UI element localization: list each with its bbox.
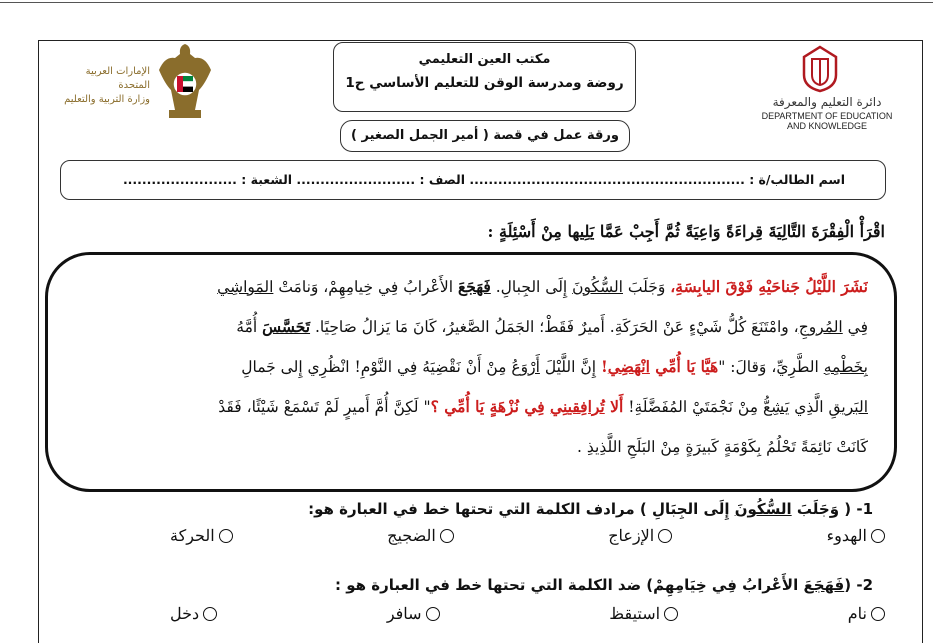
question-2 bbox=[113, 576, 873, 594]
department-name-en: DEPARTMENT OF EDUCATION AND KNOWLEDGE bbox=[761, 111, 893, 131]
education-office: مكتب العين التعليمي bbox=[418, 52, 551, 67]
passage-text: الَّذِي bbox=[789, 398, 829, 416]
answer-option[interactable] bbox=[608, 526, 672, 545]
passage-highlight: ! bbox=[600, 357, 608, 376]
option-label: الإزعاج bbox=[608, 526, 655, 545]
underlined-word: فَهَجَعَ bbox=[458, 277, 491, 296]
option-label: سافر bbox=[386, 604, 422, 623]
passage-text: مِنْ نَجْمَتَيْ المُفَضَّلَةِ! bbox=[623, 398, 763, 416]
option-label: استيقظ bbox=[609, 604, 661, 623]
passage-line bbox=[74, 267, 868, 307]
passage-text: " لَكِنَّ أُمَّ أَميرٍ لَمْ تَسْمَعْ شَيْئًا، فَقَدْ bbox=[218, 398, 431, 416]
school-name: روضة ومدرسة الوقن للتعليم الأساسي ح1 bbox=[345, 75, 624, 91]
radio-button[interactable] bbox=[664, 607, 678, 621]
answer-option[interactable] bbox=[170, 604, 217, 623]
radio-button[interactable] bbox=[203, 607, 217, 621]
question-number: 2- bbox=[856, 576, 873, 594]
option-label: دخل bbox=[170, 604, 200, 623]
ministry-name bbox=[55, 65, 150, 107]
answer-option[interactable] bbox=[387, 604, 440, 623]
ministry-logo bbox=[55, 40, 225, 130]
radio-button[interactable] bbox=[219, 529, 233, 543]
student-name-field[interactable]: .......................................................... bbox=[469, 172, 745, 187]
passage-line: كَانَتْ نَائِمَةً تَحْلُمُ بِكَوْمَةٍ كَبيرَةٍ مِنْ البَلَحِ اللَّذِيذِ . bbox=[577, 438, 868, 456]
radio-button[interactable] bbox=[658, 529, 672, 543]
section-field[interactable]: ........................ bbox=[122, 172, 237, 187]
passage-highlight: نَشَرَ اللَّيْلُ جَناحَيْهِ فَوْقَ اليابِسَةِ، bbox=[670, 277, 868, 296]
question-text: ( bbox=[844, 576, 857, 594]
passage-text: الأَعْرابُ فِي خِيامِهِمْ، وَنامَتْ bbox=[273, 278, 458, 296]
option-label: الحركة bbox=[170, 526, 215, 545]
passage-line bbox=[74, 347, 868, 387]
answer-option[interactable] bbox=[609, 604, 678, 623]
question-2-options bbox=[170, 604, 885, 623]
top-rule bbox=[0, 2, 933, 3]
answer-option[interactable] bbox=[387, 526, 454, 545]
passage-line bbox=[74, 307, 868, 347]
answer-option[interactable] bbox=[170, 526, 233, 545]
radio-button[interactable] bbox=[440, 529, 454, 543]
passage-text: إِلَى الجِبالِ. bbox=[490, 278, 573, 296]
falcon-emblem-icon bbox=[155, 40, 215, 124]
option-label: نام bbox=[847, 604, 867, 623]
student-info-box bbox=[60, 160, 886, 200]
department-logo bbox=[752, 45, 902, 135]
radio-button[interactable] bbox=[871, 529, 885, 543]
question-text: ( bbox=[839, 500, 857, 518]
option-label: الضجيج bbox=[387, 526, 436, 545]
underlined-word: السُّكُونَ bbox=[572, 278, 623, 296]
question-number: 1- bbox=[856, 500, 873, 518]
passage-text: ، وامْتَنَعَ كُلُّ شَيْءٍ عَنْ الحَرَكَةِ. أَميرٌ فَقَطْ؛ الجَمَلُ الصَّغيرُ، كَانَ مَا يَزالُ صَاحِيًا. bbox=[310, 318, 799, 336]
question-text: ) مرادف الكلمة التي تحتها خط في العبارة هو: bbox=[308, 500, 652, 518]
class-label: الصف : bbox=[419, 172, 466, 187]
answer-option[interactable] bbox=[827, 526, 885, 545]
underlined-word: المَواشِي bbox=[217, 278, 274, 296]
question-text: ) ضد الكلمة التي تحتها خط في العبارة هو : bbox=[335, 576, 654, 594]
radio-button[interactable] bbox=[426, 607, 440, 621]
underlined-word: تَحَسَّسَ bbox=[262, 317, 311, 336]
question-1 bbox=[113, 500, 873, 518]
radio-button[interactable] bbox=[871, 607, 885, 621]
question-quote: إِلَى الجِبَالِ bbox=[651, 500, 735, 518]
ministry-name-line2: وزارة التربية والتعليم bbox=[64, 94, 150, 105]
underlined-word: فَهَجَعَ bbox=[803, 576, 845, 594]
passage-highlight: فِي نُزْهَةٍ يَا أُمِّي ؟ bbox=[430, 397, 551, 416]
underlined-word: أَرْوَعُ bbox=[511, 358, 540, 376]
passage-text: الطَّرِيِّ، وَقالَ: " bbox=[718, 358, 824, 376]
reading-instruction: اقْرَأْ الْفِقْرَةَ التَّالِيَةَ قِراءَةً وَاعِيَةً ثُمَّ أَجِبْ عَمَّا يَلِيها مِنْ أَسْئِلَةٍ : bbox=[487, 222, 885, 241]
underlined-word: السُّكُونَ bbox=[734, 500, 792, 518]
passage-line bbox=[74, 387, 868, 427]
underlined-word: يَشِعُّ bbox=[762, 398, 790, 416]
question-quote: وَجَلَبَ bbox=[791, 500, 840, 518]
department-emblem-icon bbox=[800, 45, 840, 93]
underlined-word: انْهَضِي bbox=[607, 357, 650, 376]
reading-passage bbox=[45, 252, 897, 492]
underlined-word: تُرافِقينِي bbox=[550, 397, 605, 416]
passage-highlight: أَلا bbox=[604, 397, 624, 416]
worksheet-title: ورقة عمل في قصة ( أمير الجمل الصغير ) bbox=[340, 120, 630, 152]
student-name-label: اسم الطالب/ة : bbox=[749, 172, 845, 187]
question-quote: الأَعْرابُ فِي خِيَامِهِمْ bbox=[653, 576, 804, 594]
underlined-word: البَريقِ bbox=[828, 398, 868, 416]
option-label: الهدوء bbox=[826, 526, 867, 545]
passage-text: مِنْ أَنْ نَقْضِيَهُ فِي النَّوْمِ! انْظُرِي إِلى جَمالِ bbox=[241, 358, 512, 376]
school-title-box bbox=[333, 42, 636, 112]
passage-highlight: هَيَّا يَا أُمِّي bbox=[649, 357, 719, 376]
passage-text: أُمَّهُ bbox=[236, 318, 263, 336]
department-name-ar: دائرة التعليم والمعرفة bbox=[772, 95, 882, 109]
passage-text: وَجَلَبَ bbox=[622, 278, 671, 296]
passage-text: إِنَّ اللَّيْلَ bbox=[539, 358, 601, 376]
class-field[interactable]: ......................... bbox=[296, 172, 416, 187]
question-1-options bbox=[170, 526, 885, 545]
ministry-name-line1: الإمارات العربية المتحدة bbox=[85, 66, 150, 91]
underlined-word: بِخَطْمِهِ bbox=[823, 358, 868, 376]
section-label: الشعبة : bbox=[241, 172, 293, 187]
passage-text: فِي bbox=[842, 318, 868, 336]
answer-option[interactable] bbox=[848, 604, 885, 623]
underlined-word: المُروجِ bbox=[798, 318, 843, 336]
